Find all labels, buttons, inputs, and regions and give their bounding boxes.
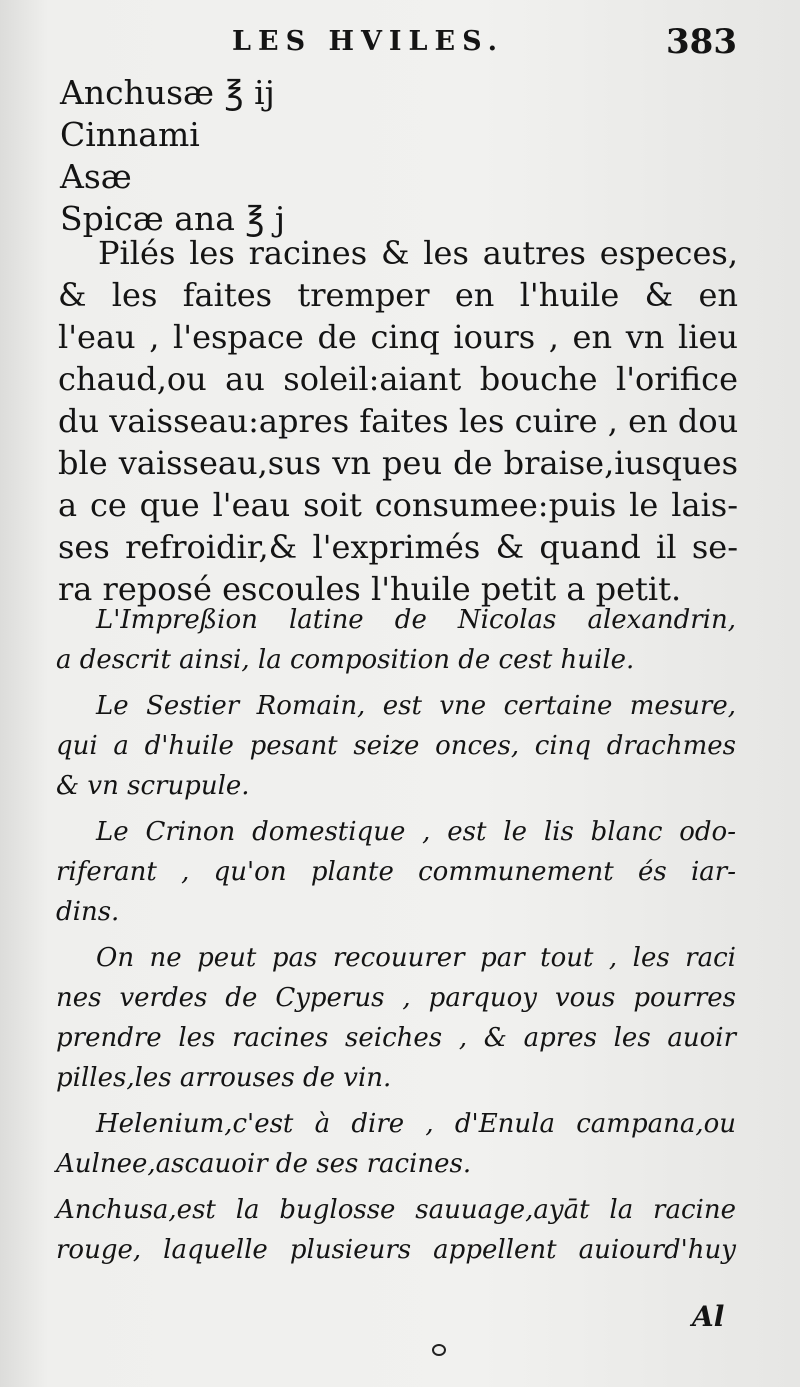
text-line: nes verdes de Cyperus , parquoy vous pourres <box>56 983 736 1013</box>
text-line: Aulnee,ascauoir de ses racines. <box>56 1149 472 1179</box>
text-line: ses refroidir,& l'exprimés & quand il se- <box>58 528 738 566</box>
ornament-icon <box>432 1344 446 1356</box>
text-line: ra reposé escoules l'huile petit a petit. <box>58 570 682 608</box>
catchword: Al <box>692 1300 725 1333</box>
text-line: dins. <box>56 897 120 927</box>
annotation-note <box>56 812 736 932</box>
annotation-note <box>56 1190 736 1270</box>
text-line: & vn scrupule. <box>56 771 250 801</box>
annotation-note <box>56 938 736 1098</box>
annotations <box>56 600 736 1276</box>
text-line: a ce que l'eau soit consumee:puis le lais- <box>58 486 738 524</box>
text-line: Helenium,c'est à dire , d'Enula campana,ou <box>96 1109 736 1139</box>
text-line: Le Crinon domestique , est le lis blanc odo- <box>96 817 736 847</box>
instructions-paragraph <box>58 232 738 610</box>
text-line: On ne peut pas recouurer par tout , les raci <box>96 943 736 973</box>
text-line: Pilés les racines & les autres especes, <box>98 234 738 272</box>
text-line: & les faites tremper en l'huile & en <box>58 276 738 314</box>
text-line: chaud,ou au soleil:aiant bouche l'orifice <box>58 360 738 398</box>
text-line: pilles,les arrouses de vin. <box>56 1063 392 1093</box>
page-header <box>0 22 800 62</box>
annotation-note <box>56 1104 736 1184</box>
running-title: LES HVILES. <box>232 26 505 57</box>
text-line: du vaisseau:apres faites les cuire , en dou <box>58 402 739 440</box>
text-line: ble vaisseau,sus vn peu de braise,iusques <box>58 444 738 482</box>
text-line: qui a d'huile pesant seize onces, cinq drachmes <box>56 731 736 761</box>
text-line: riferant , qu'on plante communement és iar- <box>56 857 736 887</box>
text-line: L'Impreßion latine de Nicolas alexandrin, <box>96 605 736 635</box>
ingredient-line: Cinnami <box>60 115 200 154</box>
annotation-note <box>56 686 736 806</box>
ingredient-line: Anchusæ ℥ ij <box>60 73 275 112</box>
annotation-note <box>56 600 736 680</box>
page-number: 383 <box>666 22 737 62</box>
recipe-ingredients <box>60 72 760 240</box>
text-line: Anchusa,est la buglosse sauuage,ayāt la racine <box>56 1195 736 1225</box>
text-line: l'eau , l'espace de cinq iours , en vn lieu <box>58 318 738 356</box>
text-line: prendre les racines seiches , & apres les auoir <box>56 1023 736 1053</box>
ingredient-line: Asæ <box>60 157 132 196</box>
text-line: rouge, laquelle plusieurs appellent auiourd'huy <box>56 1235 736 1265</box>
text-line: Le Sestier Romain, est vne certaine mesure, <box>96 691 736 721</box>
text-line: a descrit ainsi, la composition de cest huile. <box>56 645 635 675</box>
ingredient-line: Spicæ ana ℥ j <box>60 199 286 238</box>
